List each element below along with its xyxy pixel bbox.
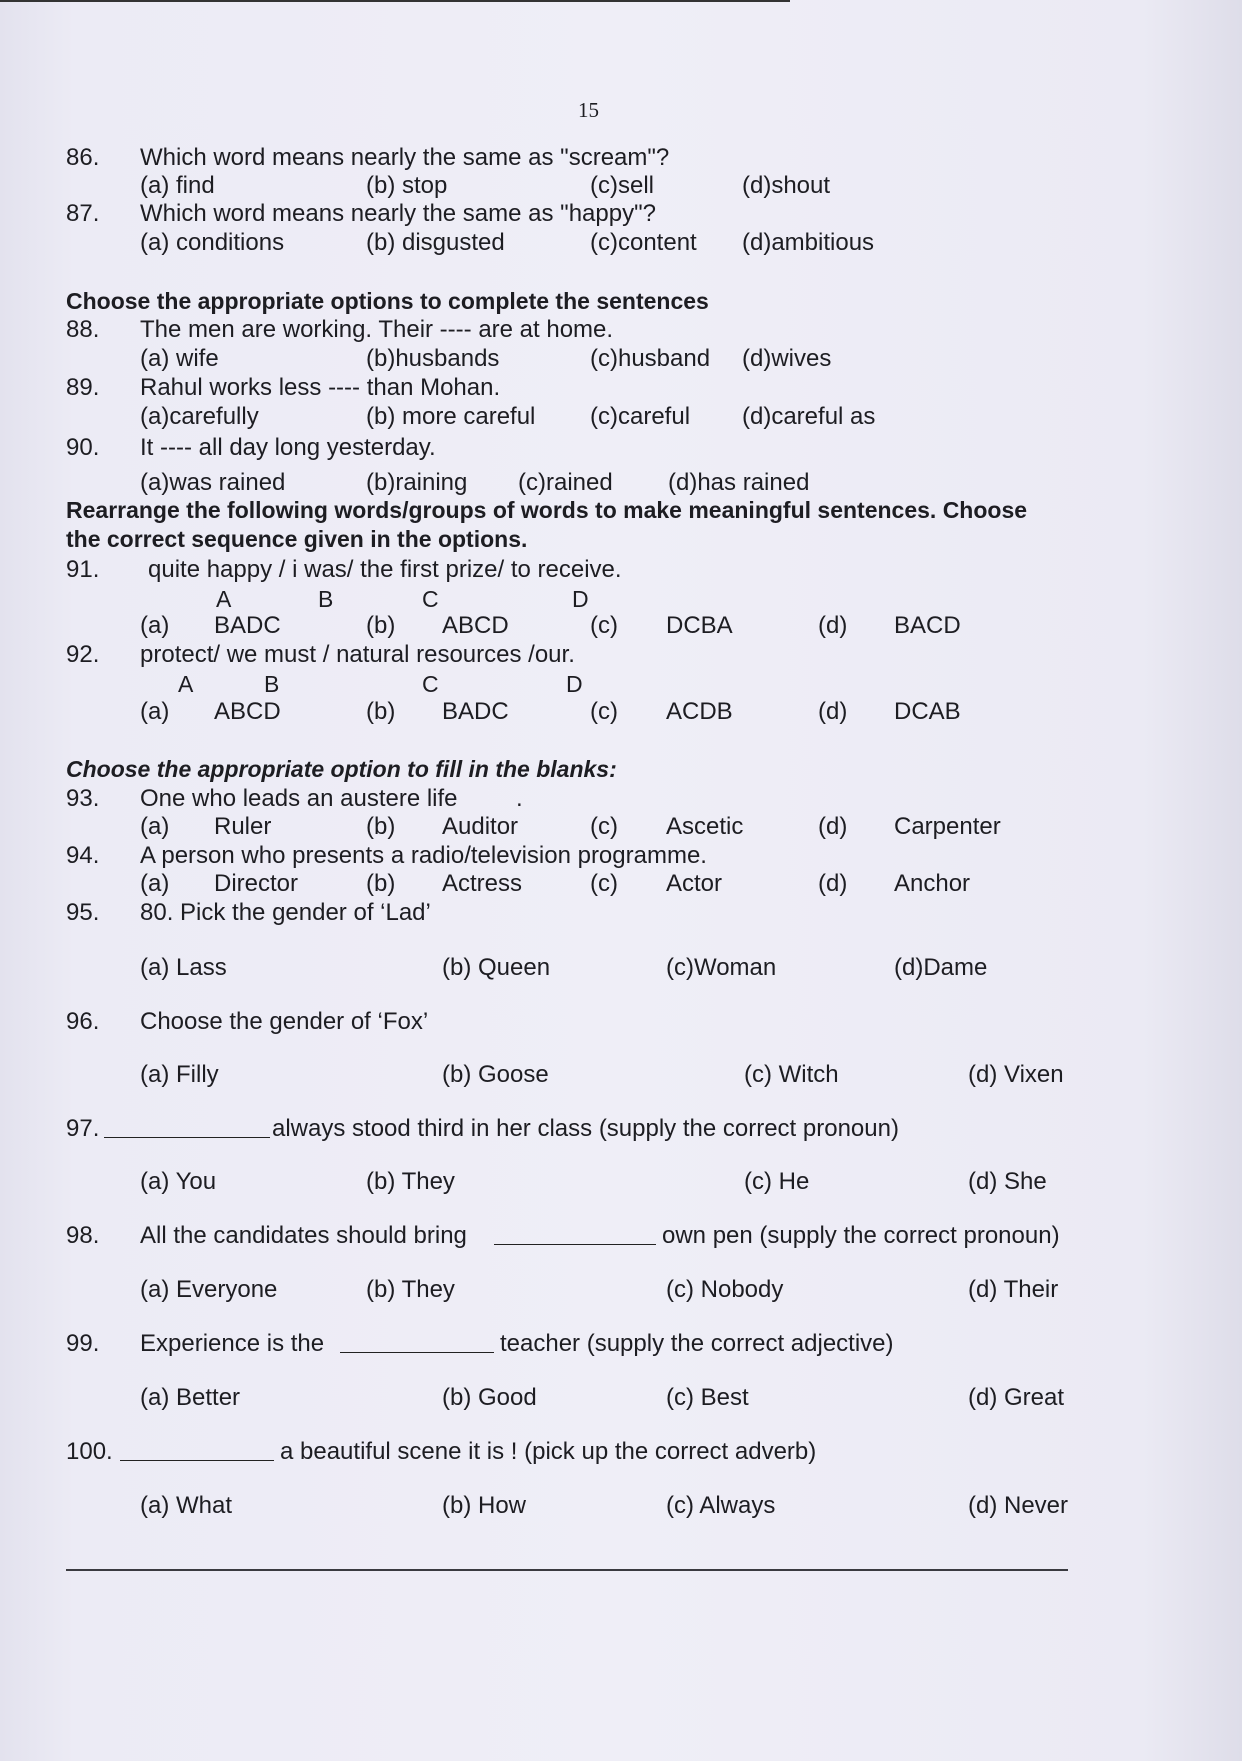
option-d-label[interactable]: (d) <box>818 870 848 897</box>
option-b[interactable]: (b) Queen <box>442 954 551 981</box>
option-d[interactable]: (d)ambitious <box>742 229 875 256</box>
option-c[interactable]: (c) Witch <box>744 1061 839 1088</box>
option-a[interactable]: (a) You <box>140 1168 217 1195</box>
option-b[interactable]: (b) Goose <box>442 1061 549 1088</box>
option-c[interactable]: (c)husband <box>590 345 711 372</box>
option-d[interactable]: (d)has rained <box>668 469 810 496</box>
question-text: It ---- all day long yesterday. <box>140 434 436 461</box>
option-b-label[interactable]: (b) <box>366 813 396 840</box>
option-c-value[interactable]: Actor <box>666 870 723 897</box>
option-a[interactable]: (a) Everyone <box>140 1276 278 1303</box>
question-number: 87. <box>66 200 100 227</box>
option-a-value[interactable]: ABCD <box>214 698 281 725</box>
segment-letter: C <box>422 586 439 612</box>
option-b[interactable]: (b) more careful <box>366 403 536 430</box>
option-d[interactable]: (d) Vixen <box>968 1061 1064 1088</box>
option-d[interactable]: (d) Their <box>968 1276 1059 1303</box>
option-a[interactable]: (a)was rained <box>140 469 286 496</box>
option-c-label[interactable]: (c) <box>590 612 618 639</box>
option-a-label[interactable]: (a) <box>140 698 170 725</box>
question-text: Choose the gender of ‘Fox’ <box>140 1008 429 1035</box>
question-text: The men are working. Their ---- are at home. <box>140 316 614 343</box>
option-b[interactable]: (b) They <box>366 1276 455 1303</box>
section-heading-rearrange-cont: the correct sequence given in the options. <box>66 526 528 552</box>
option-b-value[interactable]: Auditor <box>442 813 519 840</box>
option-c[interactable]: (c)rained <box>518 469 613 496</box>
question-text: Which word means nearly the same as "scream"? <box>140 144 670 171</box>
option-c-label[interactable]: (c) <box>590 698 618 725</box>
option-a-value[interactable]: BADC <box>214 612 281 639</box>
option-d-value[interactable]: Carpenter <box>894 813 1001 840</box>
option-d[interactable]: (d) She <box>968 1168 1047 1195</box>
option-a[interactable]: (a) find <box>140 172 215 199</box>
question-number: 94. <box>66 842 100 869</box>
section-heading-rearrange: Rearrange the following words/groups of words to make meaningful sentences. Choose <box>66 497 1028 523</box>
answer-blank[interactable] <box>340 1330 494 1360</box>
option-a-label[interactable]: (a) <box>140 813 170 840</box>
option-a[interactable]: (a) What <box>140 1492 233 1519</box>
option-b[interactable]: (b) How <box>442 1492 527 1519</box>
question-number: 91. <box>66 556 100 583</box>
option-d-label[interactable]: (d) <box>818 612 848 639</box>
option-b[interactable]: (b) They <box>366 1168 455 1195</box>
option-d-value[interactable]: BACD <box>894 612 961 639</box>
option-a-label[interactable]: (a) <box>140 612 170 639</box>
question-number: 92. <box>66 641 100 668</box>
option-b-value[interactable]: Actress <box>442 870 523 897</box>
option-c-value[interactable]: Ascetic <box>666 813 744 840</box>
option-d[interactable]: (d) Great <box>968 1384 1065 1411</box>
question-number: 88. <box>66 316 100 343</box>
option-d[interactable]: (d) Never <box>968 1492 1069 1519</box>
option-b[interactable]: (b)raining <box>366 469 468 496</box>
question-text: quite happy / i was/ the first prize/ to receive. <box>148 556 622 583</box>
option-d[interactable]: (d)shout <box>742 172 831 199</box>
question-text: a beautiful scene it is ! (pick up the correct adverb) <box>280 1438 817 1465</box>
question-number: 90. <box>66 434 100 461</box>
option-c[interactable]: (c)Woman <box>666 954 777 981</box>
option-b-value[interactable]: ABCD <box>442 612 509 639</box>
option-b[interactable]: (b)husbands <box>366 345 500 372</box>
page-number: 15 <box>578 98 599 122</box>
option-c-value[interactable]: DCBA <box>666 612 733 639</box>
option-c[interactable]: (c) He <box>744 1168 810 1195</box>
option-a[interactable]: (a) Better <box>140 1384 241 1411</box>
section-heading-complete-sentences: Choose the appropriate options to complete the sentences <box>66 288 709 314</box>
option-d-value[interactable]: DCAB <box>894 698 961 725</box>
segment-letter: B <box>264 671 280 697</box>
option-a[interactable]: (a) conditions <box>140 229 285 256</box>
question-tail: . <box>516 785 523 812</box>
option-c[interactable]: (c)content <box>590 229 697 256</box>
question-text: protect/ we must / natural resources /our. <box>140 641 575 668</box>
question-text: 80. Pick the gender of ‘Lad’ <box>140 899 431 926</box>
option-d-label[interactable]: (d) <box>818 813 848 840</box>
segment-letter: A <box>216 586 232 612</box>
question-text-after: teacher (supply the correct adjective) <box>500 1330 894 1357</box>
option-c[interactable]: (c) Best <box>666 1384 749 1411</box>
question-number: 97. <box>66 1115 100 1142</box>
option-b[interactable]: (b) Good <box>442 1384 537 1411</box>
option-b-label[interactable]: (b) <box>366 698 396 725</box>
option-a-value[interactable]: Director <box>214 870 299 897</box>
question-text: always stood third in her class (supply the correct pronoun) <box>272 1115 899 1142</box>
option-b-label[interactable]: (b) <box>366 612 396 639</box>
option-a[interactable]: (a) Lass <box>140 954 227 981</box>
question-number: 99. <box>66 1330 100 1357</box>
option-d[interactable]: (d)wives <box>742 345 832 372</box>
question-number: 100. <box>66 1438 113 1465</box>
option-a[interactable]: (a)carefully <box>140 403 259 430</box>
option-c[interactable]: (c) Always <box>666 1492 776 1519</box>
option-a[interactable]: (a) Filly <box>140 1061 219 1088</box>
segment-letter: A <box>178 671 194 697</box>
option-d-label[interactable]: (d) <box>818 698 848 725</box>
option-a-value[interactable]: Ruler <box>214 813 272 840</box>
option-c-label[interactable]: (c) <box>590 813 618 840</box>
option-a[interactable]: (a) wife <box>140 345 219 372</box>
question-text: A person who presents a radio/television programme. <box>140 842 707 869</box>
segment-letter: C <box>422 671 439 697</box>
question-number: 96. <box>66 1008 100 1035</box>
option-c[interactable]: (c) Nobody <box>666 1276 784 1303</box>
option-a-label[interactable]: (a) <box>140 870 170 897</box>
option-c[interactable]: (c)careful <box>590 403 691 430</box>
section-heading-fill-blanks: Choose the appropriate option to fill in the blanks: <box>66 756 617 782</box>
option-c-value[interactable]: ACDB <box>666 698 733 725</box>
question-number: 93. <box>66 785 100 812</box>
question-text-before: All the candidates should bring <box>140 1222 467 1249</box>
option-c[interactable]: (c)sell <box>590 172 654 199</box>
question-number: 95. <box>66 899 100 926</box>
question-number: 86. <box>66 144 100 171</box>
question-text: One who leads an austere life <box>140 785 458 812</box>
option-b-value[interactable]: BADC <box>442 698 509 725</box>
question-text-before: Experience is the <box>140 1330 325 1357</box>
question-number: 89. <box>66 374 100 401</box>
segment-letter: B <box>318 586 334 612</box>
question-text-after: own pen (supply the correct pronoun) <box>662 1222 1060 1249</box>
answer-blank[interactable] <box>494 1222 656 1252</box>
option-b[interactable]: (b) disgusted <box>366 229 505 256</box>
question-text: Which word means nearly the same as "happy"? <box>140 200 656 227</box>
option-c-label[interactable]: (c) <box>590 870 618 897</box>
option-d-value[interactable]: Anchor <box>894 870 971 897</box>
option-b-label[interactable]: (b) <box>366 870 396 897</box>
option-d[interactable]: (d)careful as <box>742 403 876 430</box>
segment-letter: D <box>566 671 583 697</box>
answer-blank[interactable] <box>120 1438 274 1468</box>
question-number: 98. <box>66 1222 100 1249</box>
top-rule <box>0 0 790 2</box>
bottom-rule <box>66 1569 1068 1571</box>
segment-letter: D <box>572 586 589 612</box>
question-text: Rahul works less ---- than Mohan. <box>140 374 501 401</box>
option-d[interactable]: (d)Dame <box>894 954 988 981</box>
answer-blank[interactable] <box>104 1115 270 1145</box>
option-b[interactable]: (b) stop <box>366 172 448 199</box>
